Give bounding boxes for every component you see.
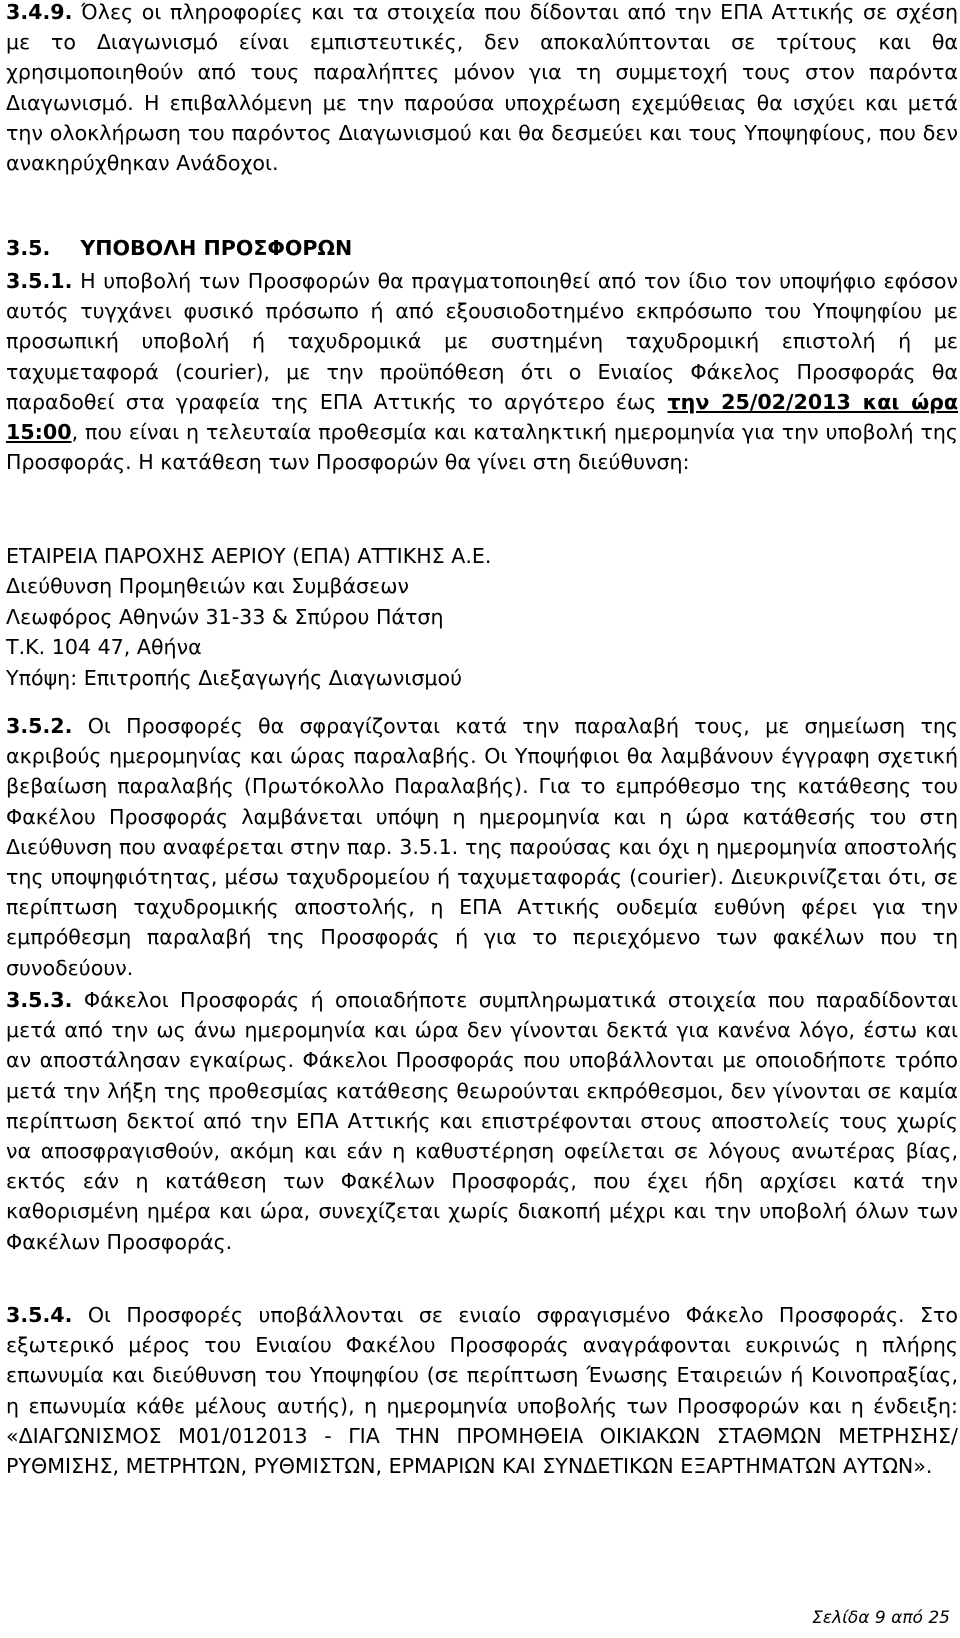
paragraph-number: 3.4.9.: [6, 0, 73, 24]
address-postcode: Τ.Κ. 104 47, Αθήνα: [6, 635, 202, 660]
address-department: Διεύθυνση Προμηθειών και Συμβάσεων: [6, 574, 409, 599]
paragraph-number: 3.5.4.: [6, 1303, 73, 1327]
page-number-footer: Σελίδα 9 από 25: [812, 1608, 950, 1628]
paragraph-3-5-1: [6, 266, 958, 477]
submission-deadline: την 25/02/2013 και ώρα 15:00: [6, 389, 959, 445]
address-attention: Υπόψη: Επιτροπής Διεξαγωγής Διαγωνισμού: [6, 665, 462, 690]
paragraph-3-5-3: [6, 985, 958, 1257]
paragraph-text: Φάκελοι Προσφοράς ή οποιαδήποτε συμπληρωματικά στοιχεία που παραδίδονται μετά από την ως άνω ημερομηνία και ώρα δεν γίνονται δεκτά για κανένα λόγο, έστω και αν αποστάλησαν εγκαίρως. Φάκελοι Προσφοράς που υποβάλλονται με οποιοδήποτε τρόπο μετά την λήξη της προθεσμίας κατάθεσης θεωρούνται εκπρόθεσμοι, δεν γίνονται σε καμία περίπτωση δεκτοί από την ΕΠΑ Αττικής και επιστρέφονται στους αποστολείς τους χωρίς να αποσφραγισθούν, ακόμη και εάν η καθυστέρηση οφείλεται σε λόγους ανωτέρας βίας, εκτός εάν η κατάθεση των Φακέλων Προσφοράς, που έχει ήδη αρχίσει κατά την καθορισμένη ημέρα και ώρα, συνεχίζεται χωρίς διακοπή μέχρι και την υποβολή όλων των Φακέλων Προσφοράς.: [6, 988, 958, 1254]
address-company: ΕΤΑΙΡΕΙΑ ΠΑΡΟΧΗΣ ΑΕΡΙΟΥ (ΕΠΑ) ΑΤΤΙΚΗΣ Α.Ε.: [6, 544, 492, 568]
paragraph-number: 3.5.2.: [6, 714, 73, 738]
paragraph-text: Η υποβολή των Προσφορών θα πραγματοποιηθεί από τον ίδιο τον υποψήφιο εφόσον αυτός τυγχάνει φυσικό πρόσωπο ή από εξουσιοδοτημένο εκπρόσωπο του Υποψηφίου με προσωπική υποβολή ή ταχυδρομικά με συστημένη ταχυδρομική επιστολή ή με ταχυμεταφορά (courier), με την προϋπόθεση ότι ο Ενιαίος Φάκελος Προσφοράς θα παραδοθεί στα γραφεία της ΕΠΑ Αττικής το αργότερο έως: [6, 269, 958, 414]
section-number: 3.5.: [6, 236, 51, 260]
section-heading-3-5: [6, 233, 352, 263]
paragraph-text: Οι Προσφορές υποβάλλονται σε ενιαίο σφραγισμένο Φάκελο Προσφοράς. Στο εξωτερικό μέρος του Ενιαίου Φακέλου Προσφοράς αναγράφονται ευκρινώς η πλήρης επωνυμία και διεύθυνση του Υποψηφίου (σε περίπτωση Ένωσης Εταιρειών ή Κοινοπραξίας, η επωνυμία κάθε μέλους αυτής), η ημερομηνία υποβολής των Προσφορών και η ένδειξη: «ΔΙΑΓΩΝΙΣΜΟΣ Μ01/012013 - ΓΙΑ ΤΗΝ ΠΡΟΜΗΘΕΙΑ ΟΙΚΙΑΚΩΝ ΣΤΑΘΜΩΝ ΜΕΤΡΗΣΗΣ/ΡΥΘΜΙΣΗΣ, ΜΕΤΡΗΤΩΝ, ΡΥΘΜΙΣΤΩΝ, ΕΡΜΑΡΙΩΝ ΚΑΙ ΣΥΝΔΕΤΙΚΩΝ ΕΞΑΡΤΗΜΑΤΩΝ ΑΥΤΩΝ».: [6, 1303, 958, 1479]
submission-address: [6, 541, 958, 693]
paragraph-text: Οι Προσφορές θα σφραγίζονται κατά την παραλαβή τους, με σημείωση της ακριβούς ημερομηνίας και ώρας παραλαβής. Οι Υποψήφιοι θα λαμβάνουν έγγραφη σχετική βεβαίωση παραλαβής (Πρωτόκολλο Παραλαβής). Για το εμπρόθεσμο της κατάθεσης του Φακέλου Προσφοράς λαμβάνεται υπόψη η ημερομηνία και η ώρα κατάθεσής του στη Διεύθυνση που αναφέρεται στην παρ. 3.5.1. της παρούσας και όχι η ημερομηνία αποστολής της υποψηφιότητας, μέσω ταχυδρομείου ή ταχυμεταφοράς (courier). Διευκρινίζεται ότι, σε περίπτωση ταχυδρομικής αποστολής, η ΕΠΑ Αττικής ουδεμία ευθύνη φέρει για την εμπρόθεσμη παραλαβή της Προσφοράς ή για το περιεχόμενο των φακέλων που τη συνοδεύουν.: [6, 714, 958, 980]
section-title: ΥΠΟΒΟΛΗ ΠΡΟΣΦΟΡΩΝ: [80, 236, 353, 260]
paragraph-3-4-9: [6, 0, 958, 178]
paragraph-text-continued: , που είναι η τελευταία προθεσμία και καταληκτική ημερομηνία για την υποβολή της Προσφοράς. Η κατάθεση των Προσφορών θα γίνει στη διεύθυνση:: [6, 420, 958, 475]
paragraph-number: 3.5.3.: [6, 988, 73, 1012]
paragraph-3-5-2: [6, 711, 958, 983]
address-street: Λεωφόρος Αθηνών 31-33 & Σπύρου Πάτση: [6, 604, 444, 629]
paragraph-text: Όλες οι πληροφορίες και τα στοιχεία που δίδονται από την ΕΠΑ Αττικής σε σχέση με το Διαγωνισμό είναι εμπιστευτικές, δεν αποκαλύπτονται σε τρίτους και θα χρησιμοποιηθούν από τους παραλήπτες μόνον για τη συμμετοχή τους στον παρόντα Διαγωνισμό. Η επιβαλλόμενη με την παρούσα υποχρέωση εχεμύθειας θα ισχύει και μετά την ολοκλήρωση του παρόντος Διαγωνισμού και θα δεσμεύει και τους Υποψηφίους, που δεν ανακηρύχθηκαν Ανάδοχοι.: [6, 0, 958, 176]
paragraph-number: 3.5.1.: [6, 269, 73, 293]
paragraph-3-5-4: [6, 1300, 958, 1481]
